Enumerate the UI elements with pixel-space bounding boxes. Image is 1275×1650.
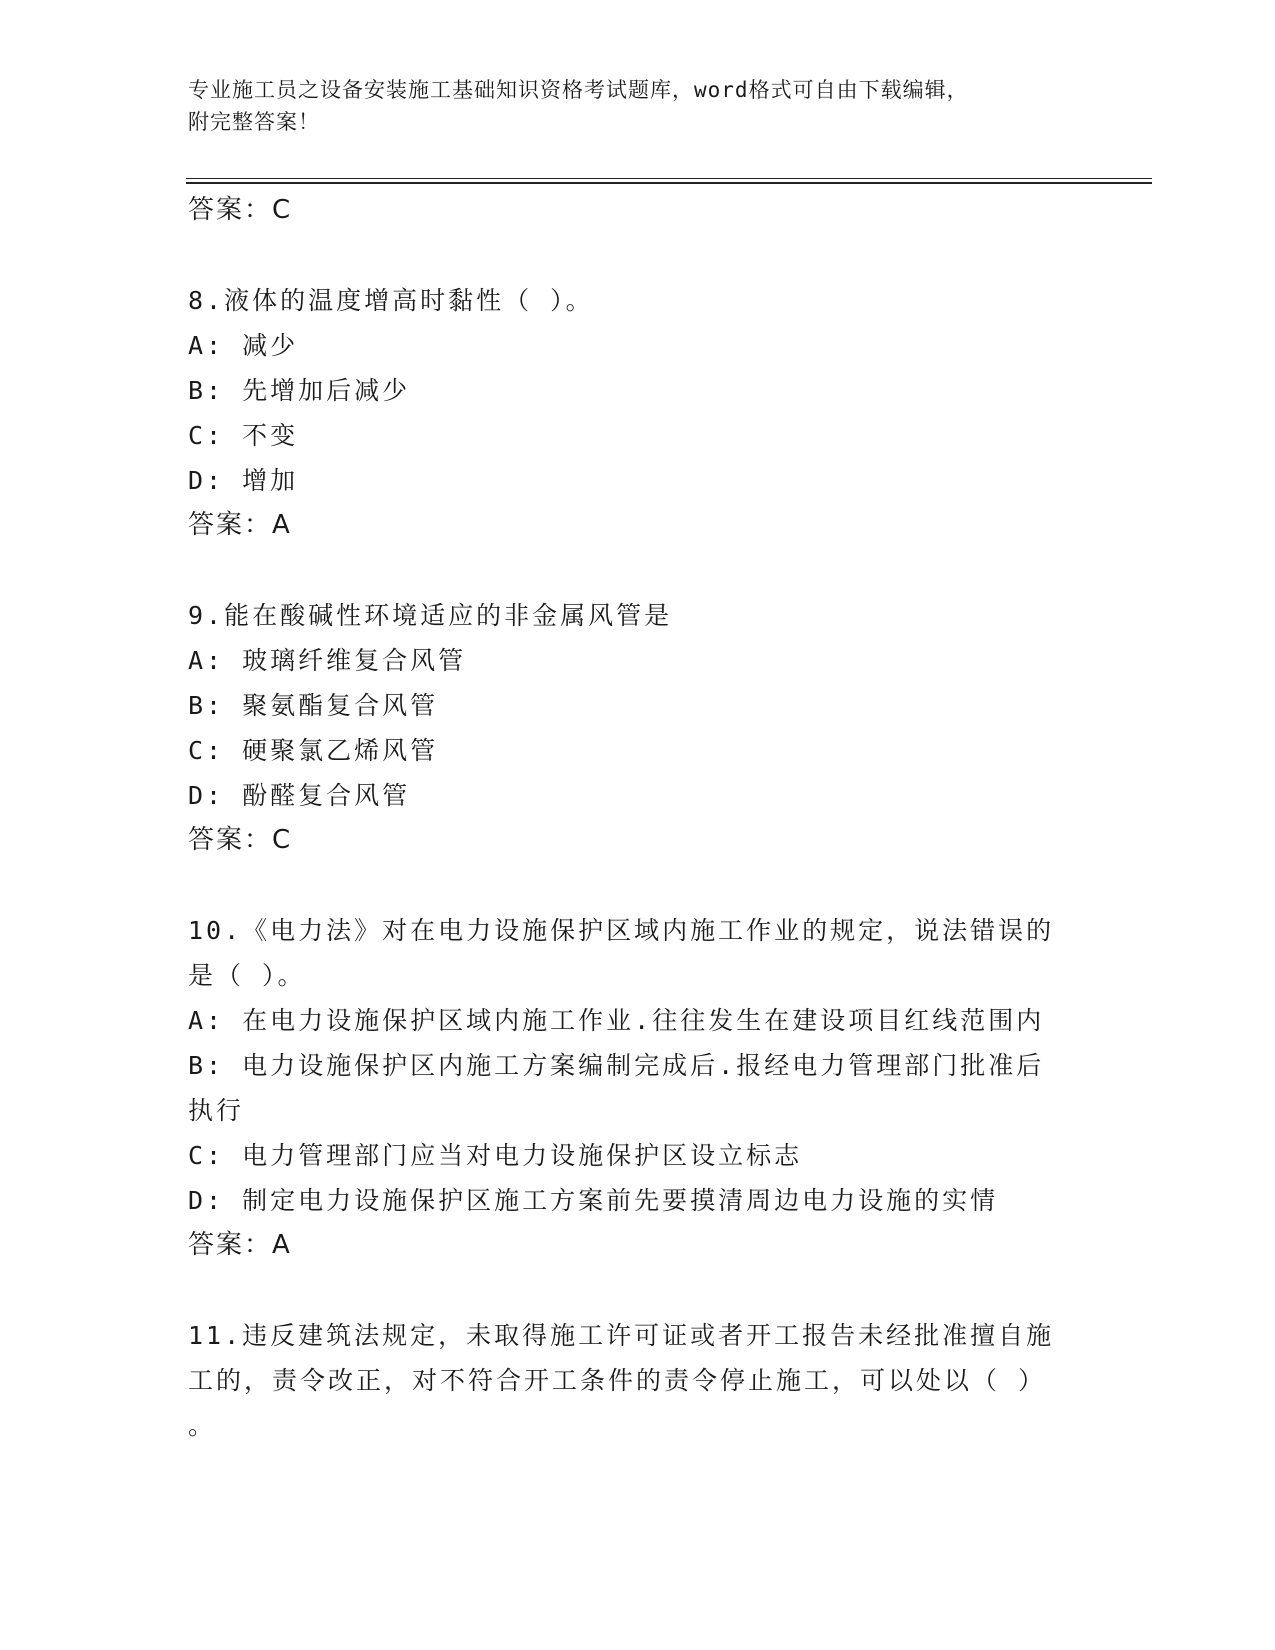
option-a: A: 在电力设施保护区域内施工作业.往往发生在建设项目红线范围内 [188,1006,1045,1035]
option-d: D: 增加 [188,466,299,495]
option-b-continued: 执行 [188,1096,245,1125]
question-text-line-2: 是（ ）。 [188,961,306,990]
header-line-2: 附完整答案！ [188,110,320,134]
header-line-1: 专业施工员之设备安装施工基础知识资格考试题库，word格式可自由下载编辑， [188,78,969,102]
answer-line: 答案：C [188,195,293,225]
header-divider-thick [186,182,1152,184]
question-9 [188,593,1078,863]
option-d: D: 酚醛复合风管 [188,781,411,810]
header-divider-thin [186,178,1152,179]
option-a: A: 减少 [188,331,299,360]
question-text-line-2: 工的，责令改正，对不符合开工条件的责令停止施工，可以处以（ ） [188,1366,1047,1395]
question-10 [188,908,1078,1268]
option-b: B: 电力设施保护区内施工方案编制完成后.报经电力管理部门批准后 [188,1051,1045,1080]
answer-line: 答案：A [188,510,292,540]
option-d: D: 制定电力设施保护区施工方案前先要摸清周边电力设施的实情 [188,1186,999,1215]
answer-line: 答案：A [188,1230,292,1260]
question-text-line-1: 10.《电力法》对在电力设施保护区域内施工作业的规定，说法错误的 [188,916,1055,945]
option-c: C: 电力管理部门应当对电力设施保护区设立标志 [188,1141,803,1170]
question-list [188,188,1078,1448]
question-text: 8.液体的温度增高时黏性（ ）。 [188,286,594,315]
option-c: C: 硬聚氯乙烯风管 [188,736,439,765]
question-11 [188,1313,1078,1448]
option-c: C: 不变 [188,421,299,450]
option-a: A: 玻璃纤维复合风管 [188,646,467,675]
question-8 [188,278,1078,548]
option-b: B: 先增加后减少 [188,376,411,405]
question-text-line-1: 11.违反建筑法规定，未取得施工许可证或者开工报告未经批准擅自施 [188,1321,1055,1350]
document-header [188,74,1068,138]
question-text: 9.能在酸碱性环境适应的非金属风管是 [188,601,673,630]
option-b: B: 聚氨酯复合风管 [188,691,439,720]
question-text-line-3: 。 [188,1411,217,1440]
answer-line: 答案：C [188,825,293,855]
